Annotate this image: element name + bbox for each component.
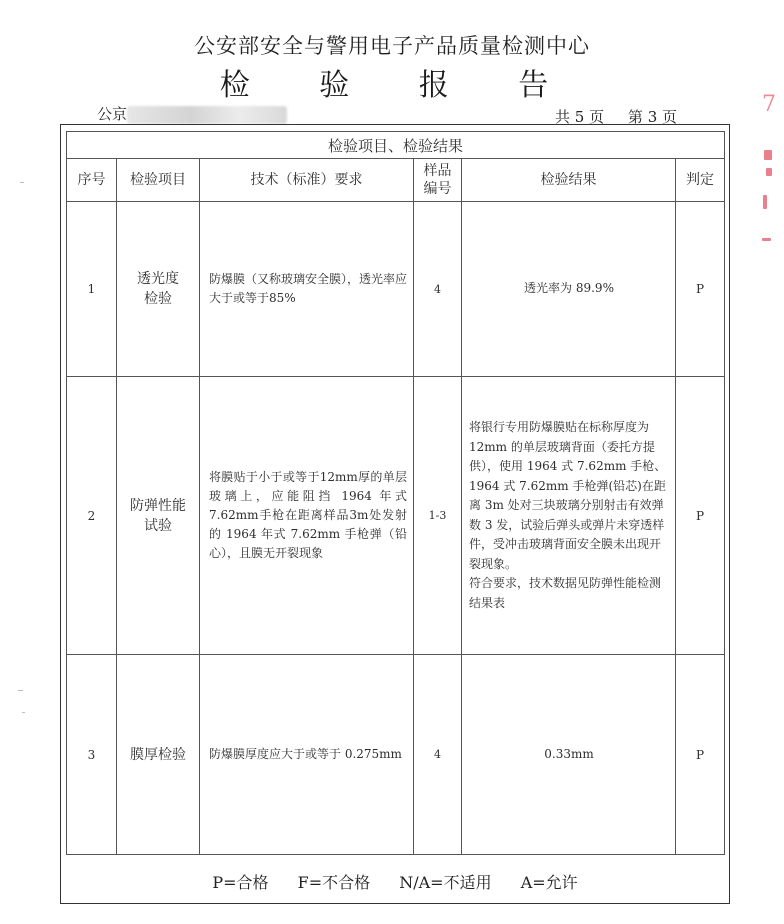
col-header-sample: 样品编号	[414, 159, 462, 202]
seal-fragment	[764, 150, 772, 160]
row-result-note: 符合要求，技术数据见防弹性能检测结果表	[469, 576, 662, 610]
row-sample: 1-3	[414, 377, 462, 655]
row-result: 将银行专用防爆膜贴在标称厚度为 12mm 的单层玻璃背面（委托方提供），使用 1964 式 7.62mm 手枪、1964 式 7.62mm 手枪弹(铅芯)在距离 3m 处对三块玻璃分别射击有效弹数 3 发，试验后弹头或弹片未穿透样件，受冲击玻璃背面安全膜未出现开裂现象。	[469, 420, 667, 571]
col-header-item: 检验项目	[117, 159, 200, 202]
row-verdict: P	[676, 655, 725, 855]
report-title: 检 验 报 告	[219, 68, 579, 103]
row-requirement: 防爆膜（又称玻璃安全膜），透光率应大于或等于85%	[200, 202, 414, 377]
row-item: 膜厚检验	[117, 655, 200, 855]
scan-speck	[22, 712, 25, 713]
table-caption-row	[67, 132, 725, 159]
row-seq: 1	[67, 202, 117, 377]
row-sample: 4	[414, 655, 462, 855]
client-prefix: 公京	[97, 105, 128, 123]
row-result: 0.33mm	[462, 655, 676, 855]
row-verdict: P	[676, 377, 725, 655]
seal-fragment	[763, 195, 767, 209]
redacted-block	[127, 106, 287, 124]
issuing-organization: 公安部安全与警用电子产品质量检测中心	[194, 34, 590, 58]
col-header-seq: 序号	[67, 159, 117, 202]
row-seq: 3	[67, 655, 117, 855]
row-requirement: 将膜贴于小于或等于12mm厚的单层玻璃上，应能阻挡 1964 年式 7.62mm手枪在距离样品3m处发射的 1964 年式 7.62mm 手枪弹（铅心），且膜无开裂现象	[200, 377, 414, 655]
legend-fail: F=不合格	[297, 873, 371, 892]
scan-speck	[18, 690, 23, 691]
page-info: 共 5 页 第 3 页	[555, 108, 677, 126]
row-sample: 4	[414, 202, 462, 377]
row-verdict: P	[676, 202, 725, 377]
seal-fragment	[766, 168, 772, 176]
table-row	[67, 655, 725, 855]
row-seq: 2	[67, 377, 117, 655]
table-row	[67, 377, 725, 655]
row-item: 防弹性能试验	[117, 377, 200, 655]
table-row	[67, 202, 725, 377]
col-header-result: 检验结果	[462, 159, 676, 202]
row-result: 透光率为 89.9%	[462, 202, 676, 377]
legend-allow: A=允许	[520, 873, 578, 892]
results-table	[66, 131, 725, 855]
legend-pass: P=合格	[212, 873, 269, 892]
seal-fragment-glyph: 7	[762, 92, 776, 117]
row-requirement: 防爆膜厚度应大于或等于 0.275mm	[200, 655, 414, 855]
row-item: 透光度检验	[117, 202, 200, 377]
table-caption: 检验项目、检验结果	[67, 132, 725, 159]
row-result-cell	[462, 377, 676, 655]
legend-na: N/A=不适用	[399, 873, 492, 892]
client-line	[97, 103, 287, 124]
col-header-verdict: 判定	[676, 159, 725, 202]
verdict-legend	[66, 870, 724, 893]
table-header-row	[67, 159, 725, 202]
col-header-requirement: 技术（标准）要求	[200, 159, 414, 202]
scan-speck	[20, 182, 24, 183]
seal-fragment	[762, 238, 771, 241]
